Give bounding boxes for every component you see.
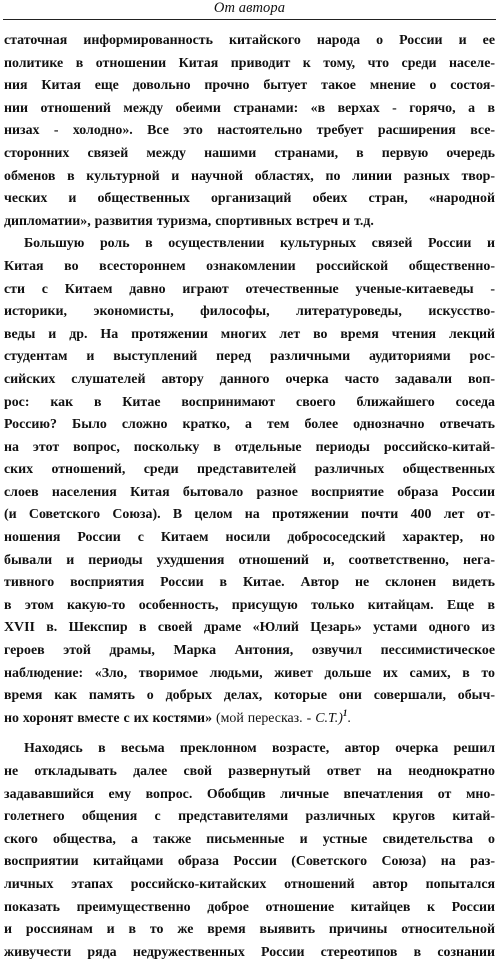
text-line: время как память о добрых делах, которые они совершали, обыч-	[4, 688, 495, 704]
text-line: дипломатии», развития туризма, спортивных встреч и т.д.	[4, 213, 374, 229]
text-line: ческих и общественных организаций обеих стран, «народной	[4, 191, 495, 207]
text-line: задававшийся ему вопрос. Обобщив личные впечатления от мно-	[4, 786, 495, 802]
text-line: слоев населения Китая бытовало разное восприятие образа России	[4, 484, 495, 500]
paragraph-1	[4, 30, 495, 233]
body-text	[4, 30, 495, 964]
paragraph-3	[4, 738, 495, 964]
text-line: статочная информированность китайского народа о России и ее	[4, 33, 495, 48]
quote-end: но хоронят вместе с их костями»	[4, 710, 213, 726]
text-line: голетнего общения с представителями различных кругов китай-	[4, 809, 495, 825]
text-line-last	[4, 708, 495, 731]
text-line: на этот вопрос, поскольку в отдельные периоды российско-китай-	[4, 439, 495, 455]
text-line: сийских слушателей автору данного очерка часто задавали воп-	[4, 371, 495, 387]
text-line: историки, экономисты, философы, литературоведы, искусство-	[4, 304, 495, 320]
paragraph-spacer	[4, 730, 495, 738]
text-line: политике в отношении Китая приводит к тому, что среди населе-	[4, 55, 495, 71]
text-line: героев этой драмы, Марка Антония, озвучил пессимистическое	[4, 643, 495, 659]
text-line: наблюдение: «Зло, творимое людьми, живет дольше их самих, в то	[4, 665, 495, 681]
note-close: )	[338, 710, 343, 726]
text-line: бывали и периоды ухудшения отношений и, соответственно, нега-	[4, 552, 495, 568]
text-line: ских отношений, среди представителей различных общественных	[4, 462, 495, 478]
text-line: Большую роль в осуществлении культурных связей России и	[24, 236, 495, 252]
text-line: и россиянам и в то же время выявить причины относительной	[4, 922, 495, 938]
text-line: рос: как в Китае воспринимают своего ближайшего соседа	[4, 394, 495, 410]
header-rule	[3, 19, 496, 20]
text-line: XVII в. Шекспир в своей драме «Юлий Цезарь» устами одного из	[4, 620, 495, 636]
text-line: ния Китая еще довольно прочно бытует такое мнение о состоя-	[4, 78, 495, 94]
text-line: тивного восприятия России в Китае. Автор не склонен видеть	[4, 575, 495, 591]
text-line: обменов в культурной и научной областях, по линии разных твор-	[4, 168, 495, 184]
text-line: студентам и выступлений перед различными аудиториями рос-	[4, 349, 495, 365]
text-line: сти с Китаем давно играют отечественные ученые-китаеведы -	[4, 281, 495, 297]
running-title: От автора	[213, 0, 286, 16]
text-line: Находясь в весьма преклонном возрасте, автор очерка решил	[24, 741, 495, 757]
retelling-note: (мой пересказ. -	[212, 710, 316, 726]
text-line: не откладывать далее свой развернутый ответ на неоднократно	[4, 764, 495, 779]
text-line: в этом какую-то особенность, присущую только китайцам. Еще в	[4, 597, 495, 613]
footnote-marker: 1	[342, 707, 348, 718]
text-line: нии отношений между обеими странами: «в верхах - горячо, а в	[4, 100, 495, 116]
text-line: низах - холодно». Все это настоятельно требует расширения все-	[4, 123, 495, 139]
text-line: Россию? Было сложно кратко, а тем более однозначно отвечать	[4, 417, 495, 433]
paragraph-2	[4, 233, 495, 730]
text-line: Китая во всестороннем ознакомлении российской общественно-	[4, 258, 495, 274]
text-line: сторонних связей между нашими странами, в первую очередь	[4, 145, 495, 161]
final-period: .	[347, 710, 351, 726]
text-line: ношения России с Китаем носили добрососедский характер, но	[4, 530, 495, 546]
text-line: личных этапах российско-китайских отношений автор попытался	[4, 876, 495, 892]
text-line: веды и др. На протяжении многих лет во время чтения лекций	[4, 326, 495, 342]
text-line: (и Советского Союза). В целом на протяжении почти 400 лет от-	[4, 507, 495, 523]
text-line: живучести ряда недружественных России стереотипов в сознании	[4, 944, 495, 960]
author-initials: С.Т.	[315, 710, 339, 726]
text-line: восприятии китайцами образа России (Советского Союза) на раз-	[4, 854, 495, 870]
text-line: показать преимущественно доброе отношение китайцев к России	[4, 899, 495, 915]
text-line: ского общества, а также письменные и устные свидетельства о	[4, 831, 495, 847]
